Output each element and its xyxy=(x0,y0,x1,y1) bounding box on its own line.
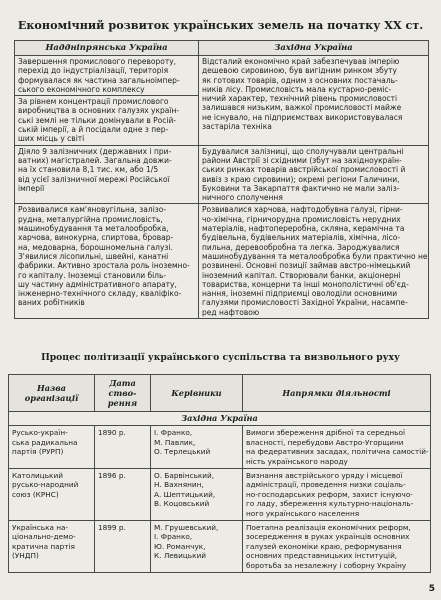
text-line: союз (КРНС) xyxy=(12,489,59,499)
text-line: ших місць у світі xyxy=(18,134,85,144)
header-organization-name: Назва організації xyxy=(9,375,95,412)
text-line: ваних робітників xyxy=(18,298,85,308)
text-line: не існувало, на підприємствах використовувалася xyxy=(202,112,403,122)
text-line: ничного сполучення xyxy=(202,193,283,203)
leaders-cell xyxy=(151,469,243,521)
text-line: зосередження в руках українців основних xyxy=(246,532,410,542)
text-line: галузей економіки краю, реформування xyxy=(246,541,402,551)
text-line: (УНДП) xyxy=(12,551,39,561)
organization-name-cell xyxy=(9,426,95,469)
text-line: Буковини та Закарпаття фактично не мали заліз- xyxy=(202,183,400,193)
western-cell xyxy=(199,145,429,204)
text-line: ського економічного комплексу xyxy=(18,84,145,94)
text-line: но-господарських реформ, захист існуючо- xyxy=(246,489,413,499)
header-western-ukraine: Західна Україна xyxy=(199,41,429,56)
text-line: Ю. Романчук, xyxy=(154,541,206,551)
text-line: Розвивалися кам'яновугільна, залізо- xyxy=(18,205,167,215)
text-line: на федеративних засадах, політична самостій- xyxy=(246,447,429,457)
header-activities: Напрямки діяльності xyxy=(243,375,431,412)
header-creation-date: Дата ство- рення xyxy=(95,375,151,412)
table1-title: Економічний розвиток українських земель на початку ХХ ст. xyxy=(17,18,424,32)
text-line: боротьба за незалежну і соборну Україну xyxy=(246,560,407,570)
western-cell xyxy=(199,204,429,319)
text-line: дешевою сировиною, був вигідним ринком збуту xyxy=(202,66,397,76)
text-line: А. Шептицький, xyxy=(154,489,216,499)
text-line: К. Левицький xyxy=(154,551,206,561)
text-line: власності, перебудови Австро-Угорщини xyxy=(246,437,404,447)
text-line: машинобудування та металообробка були практично не xyxy=(202,251,428,261)
table2-header-row xyxy=(9,375,431,412)
text-line: райони Австрії зі східними (збут на західноукраїн- xyxy=(202,155,402,165)
text-line: З'явилися лісопильні, швейні, канатні xyxy=(18,251,169,261)
header-leaders: Керівники xyxy=(151,375,243,412)
text-line: виробництва в основних галузях україн- xyxy=(18,106,180,116)
text-line: матеріалів, нафтопереробна, скляна, керамічна та xyxy=(202,224,405,234)
text-line: перехід до індустріалізації, територія xyxy=(18,66,169,76)
text-line: го капіталу. Іноземці становили біль- xyxy=(18,270,167,280)
text-line: як готових товарів, одним з основних постачаль- xyxy=(202,75,398,85)
dnipro-cell xyxy=(15,145,199,204)
text-line: Українська на- xyxy=(12,523,69,533)
organization-name-cell xyxy=(9,521,95,573)
text-line: Відсталий економічно край забезпечував імперію xyxy=(202,57,400,66)
table-row xyxy=(9,426,431,469)
creation-date-cell: 1896 р. xyxy=(95,469,151,521)
table-row xyxy=(9,521,431,573)
text-line: Католицький xyxy=(12,471,63,481)
text-line: іноземний капітал. Створювали банки, акціонерні xyxy=(202,270,401,280)
text-line: І. Франко, xyxy=(154,428,193,438)
creation-date-cell: 1899 р. xyxy=(95,521,151,573)
text-line: машинобудування та металообробка, xyxy=(18,224,169,234)
text-line: харчова, винокурна, спиртова, бровар- xyxy=(18,233,174,243)
leaders-cell xyxy=(151,426,243,469)
text-line: Завершення промислового перевороту, xyxy=(18,57,177,66)
dnipro-cell xyxy=(15,96,199,145)
text-line: Визнання австрійського уряду і місцевої xyxy=(246,471,403,481)
text-line: ській імперії, а й посідали одне з пер- xyxy=(18,125,169,135)
activity-cell xyxy=(243,426,431,469)
table2-subheader-row xyxy=(9,412,431,426)
text-line: Н. Вахнянин, xyxy=(154,480,204,490)
text-line: го ладу, збереження культурно-національ- xyxy=(246,499,414,509)
text-line: Русько-україн- xyxy=(12,428,68,438)
text-line: Поетапна реалізація економічних реформ, xyxy=(246,523,411,533)
text-line: О. Терлецький xyxy=(154,447,211,457)
text-line: русько-народний xyxy=(12,480,79,490)
dnipro-cell xyxy=(15,204,199,319)
text-line: адміністрації, проведення низки соціаль- xyxy=(246,480,406,490)
text-line: ватних) магістралей. Загальна довжи- xyxy=(18,155,172,165)
text-line: ного українського населення xyxy=(246,508,360,518)
text-line: ність українського народу xyxy=(246,456,348,466)
text-line: товариства, концерни та інші монополістичні об'єд- xyxy=(202,279,409,289)
text-line: ціонально-демо- xyxy=(12,532,76,542)
political-organizations-table xyxy=(8,374,431,573)
text-line: шу частину адміністративного апарату, xyxy=(18,279,177,289)
table1-header-row xyxy=(15,41,429,56)
text-line: В. Коцовський xyxy=(154,499,210,509)
header-dnipro-ukraine: Наддніпрянська Україна xyxy=(15,41,199,56)
text-line: І. Франко, xyxy=(154,532,193,542)
text-line: на, медоварна, борошномельна галузі. xyxy=(18,242,173,252)
text-line: О. Барвінський, xyxy=(154,471,215,481)
text-line: застаріла техніка xyxy=(202,122,272,132)
organization-name-cell xyxy=(9,469,95,521)
text-line: ських ринках товарів австрійської промисловості й xyxy=(202,165,406,175)
text-line: кратична партія xyxy=(12,541,75,551)
text-line: будівельна, будівельних матеріалів, хімічна, лісо- xyxy=(202,233,401,243)
text-line: М. Павлик, xyxy=(154,437,196,447)
table-row xyxy=(15,204,429,319)
text-line: залишався низьким, важкої промисловості майже xyxy=(202,103,402,113)
table-row xyxy=(15,56,429,96)
table-row xyxy=(9,469,431,521)
text-line: на їх становила 8,1 тис. км, або 1/5 xyxy=(18,165,159,175)
text-line: ські землі не тільки домінували в Росій- xyxy=(18,115,177,125)
text-line: ська радикальна xyxy=(12,437,78,447)
western-cell xyxy=(199,56,429,146)
text-line: рудна, металургійна промисловість, xyxy=(18,214,163,224)
text-line: галузями промисловості Західної України, насампе- xyxy=(202,298,408,308)
economic-development-table xyxy=(14,40,429,319)
text-line: інженерно-технічного складу, кваліфіко- xyxy=(18,289,182,299)
text-line: імперії xyxy=(18,183,45,193)
subheader-western-ukraine: Західна Україна xyxy=(9,412,431,426)
creation-date-cell: 1890 р. xyxy=(95,426,151,469)
text-line: партія (РУРП) xyxy=(12,447,64,457)
text-line: Розвивалися харчова, нафтодобувна галузі, гірни- xyxy=(202,205,403,215)
text-line: пильна, деревообробна та легка. Зароджувалися xyxy=(202,242,400,252)
text-line: За рівнем концентрації промислового xyxy=(18,97,169,107)
leaders-cell xyxy=(151,521,243,573)
text-line: ред нафтовою xyxy=(202,307,260,317)
text-line: ничий характер, технічний рівень промисловості xyxy=(202,94,398,104)
activity-cell xyxy=(243,469,431,521)
text-line: Будувалися залізниці, що сполучували центральні xyxy=(202,146,404,156)
dnipro-cell xyxy=(15,56,199,96)
text-line: ників лісу. Промисловість мала кустарно-реміс- xyxy=(202,84,392,94)
text-line: Діяло 9 залізничних (державних і при- xyxy=(18,146,172,156)
table2-title: Процес політизації українського суспільства та визвольного руху xyxy=(41,352,400,363)
text-line: від усієї залізничної мережі Російської xyxy=(18,174,170,184)
text-line: М. Грушевський, xyxy=(154,523,219,533)
text-line: чо-хімічна, гірничорудна промисловість нерудних xyxy=(202,214,401,224)
text-line: вивіз з краю сировини); окремі регіони Галичини, xyxy=(202,174,400,184)
text-line: нання, іноземні підприємці оволоділи основними xyxy=(202,289,398,299)
page-number: 5 xyxy=(428,584,435,594)
text-line: розвинені. Основні позиції займав австро-німецький xyxy=(202,261,411,271)
text-line: основних представницьких інституцій, xyxy=(246,551,398,561)
activity-cell xyxy=(243,521,431,573)
text-line: Вимоги збереження дрібної та середньої xyxy=(246,428,405,438)
text-line: фабрики. Активно зростала роль іноземно- xyxy=(18,261,190,271)
table-row xyxy=(15,145,429,204)
text-line: формувалася як частина загальноімпер- xyxy=(18,75,180,85)
